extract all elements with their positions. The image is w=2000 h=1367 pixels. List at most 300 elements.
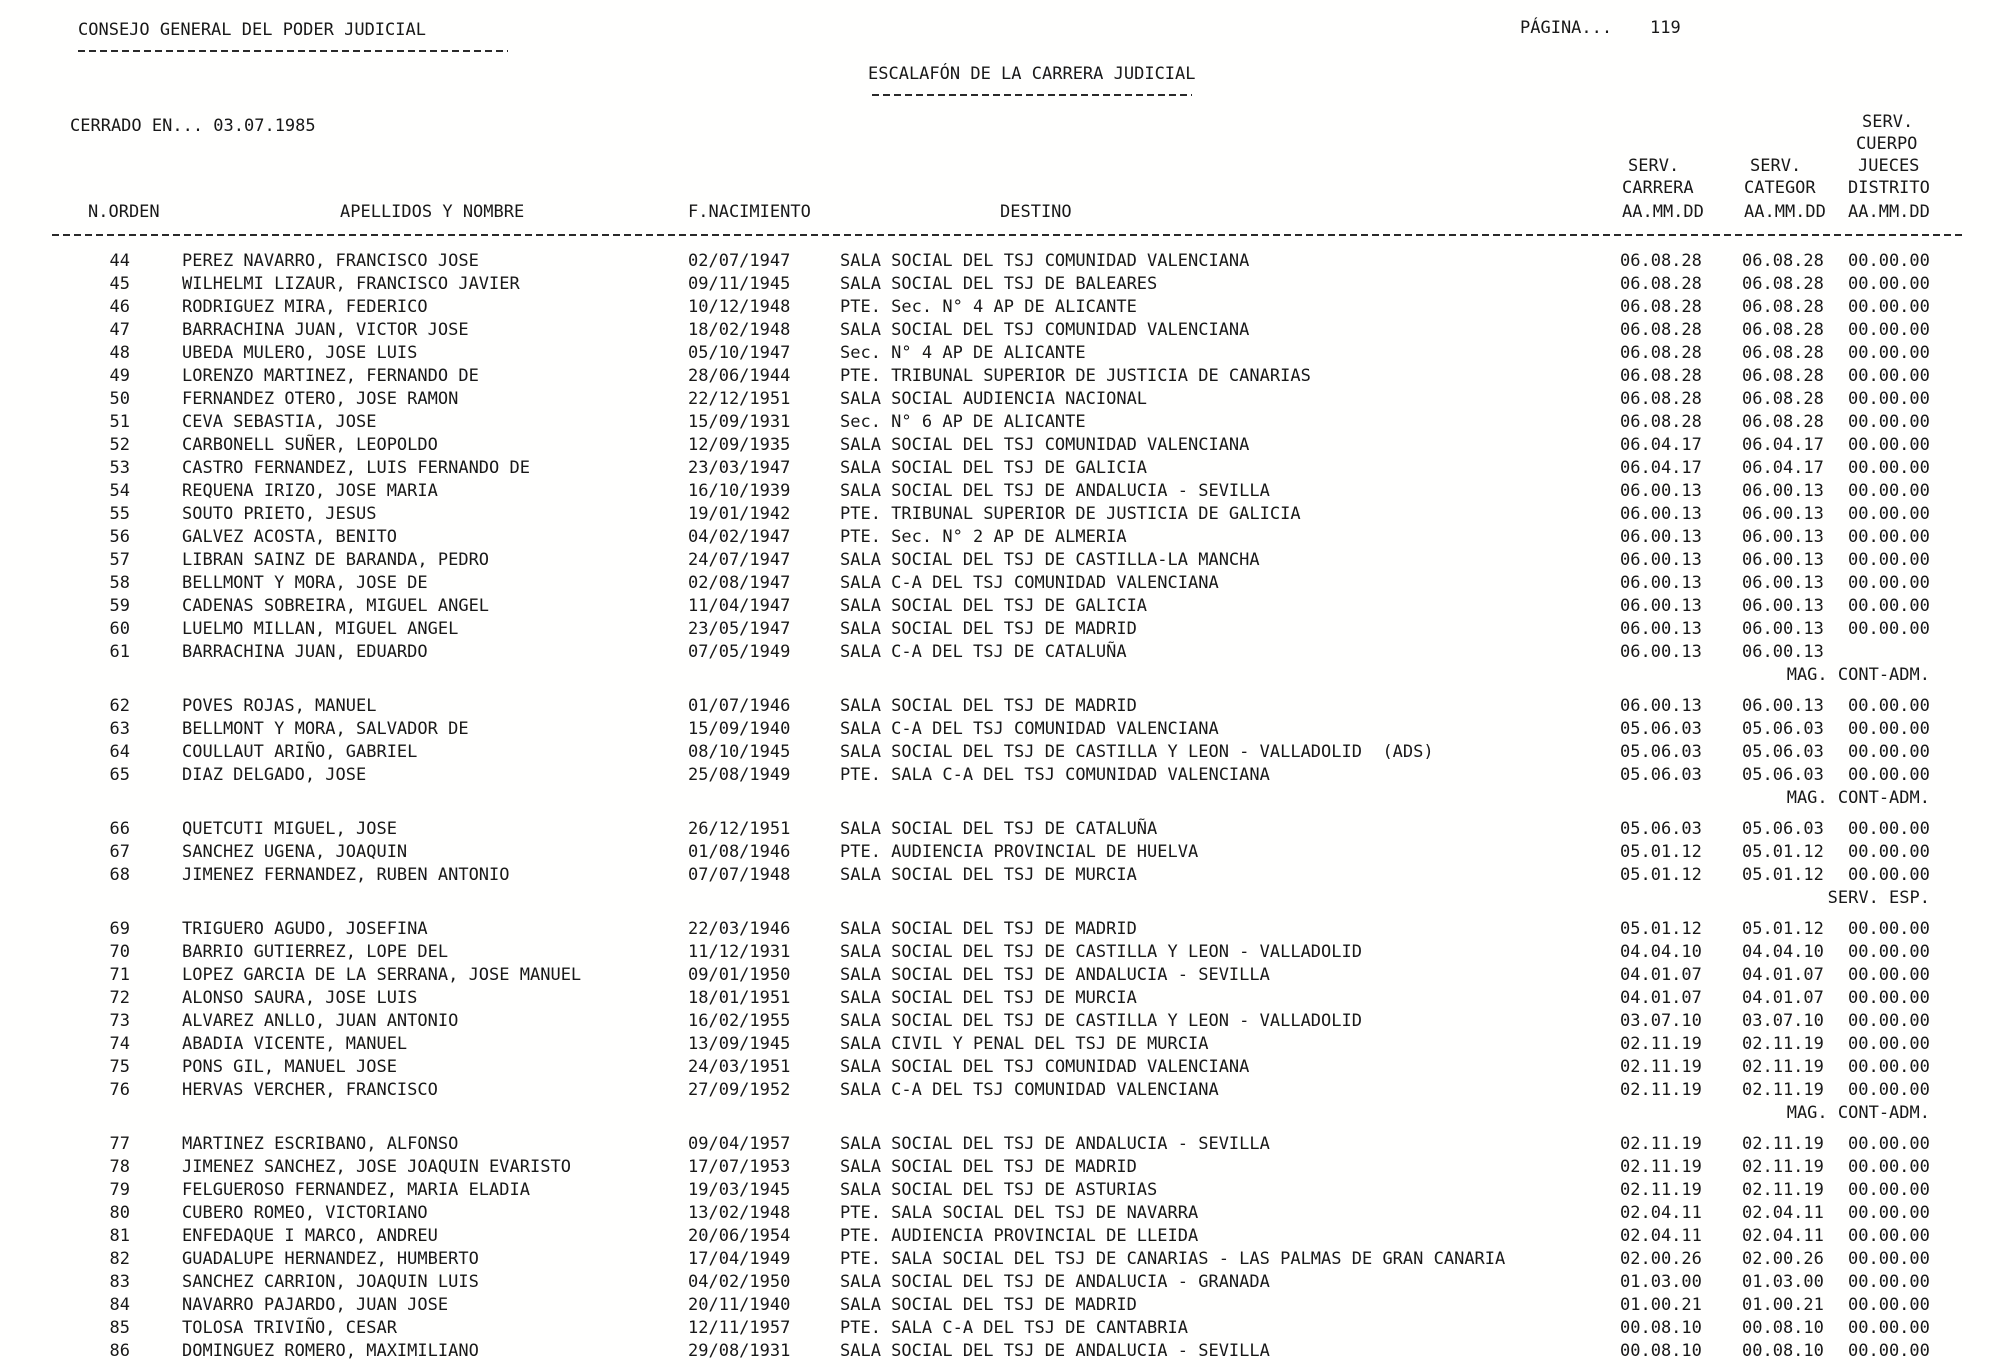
row-serv-categor: 06.00.13 [1742, 550, 1824, 570]
row-birthdate: 13/02/1948 [688, 1203, 791, 1223]
row-destination: SALA SOCIAL DEL TSJ DE MURCIA [840, 988, 1137, 1008]
table-row [0, 964, 2000, 987]
header-serv-carrera-l2: CARRERA [1622, 178, 1694, 198]
row-birthdate: 24/03/1951 [688, 1057, 791, 1077]
doc-title: ESCALAFÓN DE LA CARRERA JUDICIAL [868, 64, 1196, 84]
row-destination: PTE. SALA C-A DEL TSJ DE CANTABRIA [840, 1318, 1188, 1338]
row-note-line [0, 787, 2000, 810]
row-name: BELLMONT Y MORA, SALVADOR DE [182, 719, 469, 739]
row-serv-carrera: 06.00.13 [1620, 696, 1702, 716]
row-serv-carrera: 06.00.13 [1620, 527, 1702, 547]
row-serv-categor: 06.08.28 [1742, 412, 1824, 432]
row-destination: PTE. SALA SOCIAL DEL TSJ DE CANARIAS - LAS PALMAS DE GRAN CANARIA [840, 1249, 1506, 1269]
row-serv-categor: 03.07.10 [1742, 1011, 1824, 1031]
header-serv-cuerpo-l4: DISTRITO [1848, 178, 1930, 198]
page-number: 119 [1650, 18, 1681, 38]
row-order: 69 [109, 919, 130, 939]
row-birthdate: 19/03/1945 [688, 1180, 791, 1200]
row-destination: PTE. AUDIENCIA PROVINCIAL DE HUELVA [840, 842, 1199, 862]
row-serv-cuerpo: 00.00.00 [1848, 389, 1930, 409]
row-serv-categor: 05.01.12 [1742, 919, 1824, 939]
row-serv-categor: 02.11.19 [1742, 1057, 1824, 1077]
row-destination: SALA SOCIAL DEL TSJ DE MADRID [840, 1157, 1137, 1177]
header-serv-cuerpo-l2: CUERPO [1856, 134, 1918, 154]
row-name: COULLAUT ARIÑO, GABRIEL [182, 742, 418, 762]
row-serv-categor: 06.00.13 [1742, 527, 1824, 547]
row-destination: SALA SOCIAL DEL TSJ COMUNIDAD VALENCIANA [840, 251, 1250, 271]
row-order: 64 [109, 742, 130, 762]
row-serv-categor: 06.08.28 [1742, 389, 1824, 409]
row-serv-carrera: 04.04.10 [1620, 942, 1702, 962]
row-serv-carrera: 05.01.12 [1620, 919, 1702, 939]
row-destination: PTE. AUDIENCIA PROVINCIAL DE LLEIDA [840, 1226, 1199, 1246]
row-note-line [0, 664, 2000, 687]
row-birthdate: 26/12/1951 [688, 819, 791, 839]
row-order: 72 [109, 988, 130, 1008]
row-serv-cuerpo: 00.00.00 [1848, 1272, 1930, 1292]
row-serv-carrera: 02.11.19 [1620, 1034, 1702, 1054]
row-destination: SALA SOCIAL DEL TSJ DE ANDALUCIA - SEVILLA [840, 1341, 1270, 1361]
table-row [0, 1225, 2000, 1248]
table-row [0, 841, 2000, 864]
row-name: LOPEZ GARCIA DE LA SERRANA, JOSE MANUEL [182, 965, 582, 985]
row-destination: PTE. Sec. N° 2 AP DE ALMERIA [840, 527, 1127, 547]
table-row [0, 365, 2000, 388]
row-name: BARRACHINA JUAN, VICTOR JOSE [182, 320, 469, 340]
row-serv-categor: 02.11.19 [1742, 1080, 1824, 1100]
row-note-line [0, 887, 2000, 910]
row-name: ABADIA VICENTE, MANUEL [182, 1034, 408, 1054]
header-serv-categor-l3: AA.MM.DD [1744, 202, 1826, 222]
row-serv-cuerpo: 00.00.00 [1848, 550, 1930, 570]
table-row [0, 764, 2000, 787]
row-birthdate: 09/01/1950 [688, 965, 791, 985]
row-name: PEREZ NAVARRO, FRANCISCO JOSE [182, 251, 479, 271]
row-serv-categor: 06.00.13 [1742, 596, 1824, 616]
row-birthdate: 09/04/1957 [688, 1134, 791, 1154]
row-name: DOMINGUEZ ROMERO, MAXIMILIANO [182, 1341, 479, 1361]
row-destination: SALA SOCIAL DEL TSJ COMUNIDAD VALENCIANA [840, 320, 1250, 340]
table-row [0, 1156, 2000, 1179]
row-serv-carrera: 06.08.28 [1620, 320, 1702, 340]
row-destination: SALA SOCIAL DEL TSJ DE CATALUÑA [840, 819, 1158, 839]
row-birthdate: 07/07/1948 [688, 865, 791, 885]
row-serv-cuerpo: 00.00.00 [1848, 596, 1930, 616]
row-serv-cuerpo: 00.00.00 [1848, 1318, 1930, 1338]
row-serv-cuerpo: 00.00.00 [1848, 251, 1930, 271]
row-note-line [0, 1102, 2000, 1125]
row-serv-carrera: 06.08.28 [1620, 343, 1702, 363]
row-name: BELLMONT Y MORA, JOSE DE [182, 573, 428, 593]
row-birthdate: 20/11/1940 [688, 1295, 791, 1315]
table-row [0, 572, 2000, 595]
row-serv-categor: 05.06.03 [1742, 819, 1824, 839]
table-row [0, 503, 2000, 526]
row-name: CEVA SEBASTIA, JOSE [182, 412, 377, 432]
row-serv-cuerpo: 00.00.00 [1848, 1157, 1930, 1177]
row-destination: Sec. N° 6 AP DE ALICANTE [840, 412, 1086, 432]
row-serv-cuerpo: 00.00.00 [1848, 1057, 1930, 1077]
row-order: 61 [109, 642, 130, 662]
table-row [0, 480, 2000, 503]
row-order: 70 [109, 942, 130, 962]
row-serv-carrera: 06.08.28 [1620, 366, 1702, 386]
row-birthdate: 15/09/1940 [688, 719, 791, 739]
row-note: MAG. CONT-ADM. [1786, 1103, 1930, 1123]
row-birthdate: 15/09/1931 [688, 412, 791, 432]
row-serv-carrera: 06.00.13 [1620, 642, 1702, 662]
row-destination: SALA SOCIAL DEL TSJ DE CASTILLA Y LEON - VALLADOLID [840, 942, 1362, 962]
row-serv-carrera: 06.00.13 [1620, 481, 1702, 501]
header-birthdate: F.NACIMIENTO [688, 202, 811, 222]
row-serv-cuerpo: 00.00.00 [1848, 865, 1930, 885]
row-order: 80 [109, 1203, 130, 1223]
row-name: REQUENA IRIZO, JOSE MARIA [182, 481, 438, 501]
row-serv-categor: 01.03.00 [1742, 1272, 1824, 1292]
table-row [0, 1271, 2000, 1294]
table-row [0, 1248, 2000, 1271]
row-serv-carrera: 01.00.21 [1620, 1295, 1702, 1315]
table-row [0, 864, 2000, 887]
table-row [0, 1033, 2000, 1056]
page-label: PÁGINA... [1520, 18, 1613, 38]
row-serv-carrera: 06.08.28 [1620, 274, 1702, 294]
row-serv-categor: 06.00.13 [1742, 642, 1824, 662]
row-serv-cuerpo: 00.00.00 [1848, 765, 1930, 785]
row-serv-cuerpo: 00.00.00 [1848, 274, 1930, 294]
row-name: RODRIGUEZ MIRA, FEDERICO [182, 297, 428, 317]
table-row [0, 818, 2000, 841]
row-serv-carrera: 06.04.17 [1620, 435, 1702, 455]
row-order: 74 [109, 1034, 130, 1054]
row-serv-cuerpo: 00.00.00 [1848, 696, 1930, 716]
row-order: 66 [109, 819, 130, 839]
row-order: 47 [109, 320, 130, 340]
row-birthdate: 13/09/1945 [688, 1034, 791, 1054]
header-destination: DESTINO [1000, 202, 1072, 222]
row-serv-cuerpo: 00.00.00 [1848, 1226, 1930, 1246]
row-birthdate: 16/02/1955 [688, 1011, 791, 1031]
row-order: 46 [109, 297, 130, 317]
row-name: ENFEDAQUE I MARCO, ANDREU [182, 1226, 438, 1246]
row-birthdate: 01/07/1946 [688, 696, 791, 716]
row-birthdate: 18/01/1951 [688, 988, 791, 1008]
header-serv-categor-l2: CATEGOR [1744, 178, 1816, 198]
table-row [0, 1294, 2000, 1317]
row-serv-carrera: 06.08.28 [1620, 297, 1702, 317]
row-serv-cuerpo: 00.00.00 [1848, 481, 1930, 501]
row-serv-cuerpo: 00.00.00 [1848, 942, 1930, 962]
row-destination: PTE. SALA C-A DEL TSJ COMUNIDAD VALENCIANA [840, 765, 1270, 785]
row-order: 49 [109, 366, 130, 386]
row-birthdate: 28/06/1944 [688, 366, 791, 386]
row-destination: SALA SOCIAL DEL TSJ COMUNIDAD VALENCIANA [840, 435, 1250, 455]
row-serv-carrera: 02.11.19 [1620, 1057, 1702, 1077]
table-row [0, 342, 2000, 365]
row-name: JIMENEZ SANCHEZ, JOSE JOAQUIN EVARISTO [182, 1157, 571, 1177]
row-note: SERV. ESP. [1827, 888, 1930, 908]
row-serv-carrera: 06.00.13 [1620, 550, 1702, 570]
row-birthdate: 19/01/1942 [688, 504, 791, 524]
row-serv-carrera: 05.06.03 [1620, 765, 1702, 785]
row-serv-categor: 00.08.10 [1742, 1318, 1824, 1338]
row-order: 60 [109, 619, 130, 639]
row-destination: SALA SOCIAL DEL TSJ DE BALEARES [840, 274, 1158, 294]
row-birthdate: 12/09/1935 [688, 435, 791, 455]
row-order: 85 [109, 1318, 130, 1338]
row-serv-categor: 04.04.10 [1742, 942, 1824, 962]
row-serv-cuerpo: 00.00.00 [1848, 1295, 1930, 1315]
row-destination: SALA C-A DEL TSJ COMUNIDAD VALENCIANA [840, 573, 1219, 593]
row-birthdate: 22/12/1951 [688, 389, 791, 409]
row-serv-categor: 06.08.28 [1742, 366, 1824, 386]
row-order: 73 [109, 1011, 130, 1031]
row-destination: SALA SOCIAL DEL TSJ DE ANDALUCIA - SEVILLA [840, 965, 1270, 985]
row-serv-cuerpo: 00.00.00 [1848, 573, 1930, 593]
row-destination: SALA SOCIAL DEL TSJ DE CASTILLA Y LEON - VALLADOLID [840, 1011, 1362, 1031]
row-name: PONS GIL, MANUEL JOSE [182, 1057, 397, 1077]
row-order: 63 [109, 719, 130, 739]
table-row [0, 526, 2000, 549]
row-serv-carrera: 02.04.11 [1620, 1203, 1702, 1223]
row-name: GUADALUPE HERNANDEZ, HUMBERTO [182, 1249, 479, 1269]
row-name: MARTINEZ ESCRIBANO, ALFONSO [182, 1134, 459, 1154]
row-order: 48 [109, 343, 130, 363]
row-destination: SALA C-A DEL TSJ COMUNIDAD VALENCIANA [840, 719, 1219, 739]
row-name: HERVAS VERCHER, FRANCISCO [182, 1080, 438, 1100]
row-destination: SALA SOCIAL DEL TSJ DE MADRID [840, 619, 1137, 639]
row-serv-cuerpo: 00.00.00 [1848, 988, 1930, 1008]
row-serv-categor: 06.08.28 [1742, 320, 1824, 340]
row-birthdate: 08/10/1945 [688, 742, 791, 762]
closed-on-date: CERRADO EN... 03.07.1985 [70, 116, 316, 136]
row-order: 51 [109, 412, 130, 432]
row-name: POVES ROJAS, MANUEL [182, 696, 377, 716]
table-row [0, 296, 2000, 319]
row-destination: Sec. N° 4 AP DE ALICANTE [840, 343, 1086, 363]
row-serv-categor: 06.00.13 [1742, 619, 1824, 639]
row-name: GALVEZ ACOSTA, BENITO [182, 527, 397, 547]
row-order: 84 [109, 1295, 130, 1315]
row-order: 86 [109, 1341, 130, 1361]
row-serv-cuerpo: 00.00.00 [1848, 435, 1930, 455]
table-row [0, 1056, 2000, 1079]
row-birthdate: 23/03/1947 [688, 458, 791, 478]
row-birthdate: 17/07/1953 [688, 1157, 791, 1177]
table-row [0, 641, 2000, 664]
row-serv-cuerpo: 00.00.00 [1848, 1341, 1930, 1361]
row-serv-categor: 06.04.17 [1742, 458, 1824, 478]
row-serv-categor: 02.11.19 [1742, 1134, 1824, 1154]
row-order: 71 [109, 965, 130, 985]
row-birthdate: 01/08/1946 [688, 842, 791, 862]
row-serv-cuerpo: 00.00.00 [1848, 842, 1930, 862]
row-serv-categor: 06.08.28 [1742, 274, 1824, 294]
row-name: LIBRAN SAINZ DE BARANDA, PEDRO [182, 550, 490, 570]
header-serv-cuerpo-l5: AA.MM.DD [1848, 202, 1930, 222]
row-order: 67 [109, 842, 130, 862]
row-serv-categor: 01.00.21 [1742, 1295, 1824, 1315]
row-order: 56 [109, 527, 130, 547]
row-name: ALONSO SAURA, JOSE LUIS [182, 988, 418, 1008]
row-serv-carrera: 02.04.11 [1620, 1226, 1702, 1246]
row-birthdate: 07/05/1949 [688, 642, 791, 662]
row-serv-categor: 06.00.13 [1742, 481, 1824, 501]
row-destination: SALA SOCIAL DEL TSJ DE ANDALUCIA - SEVILLA [840, 481, 1270, 501]
row-name: QUETCUTI MIGUEL, JOSE [182, 819, 397, 839]
row-destination: PTE. SALA SOCIAL DEL TSJ DE NAVARRA [840, 1203, 1199, 1223]
table-row [0, 918, 2000, 941]
row-note: MAG. CONT-ADM. [1786, 788, 1930, 808]
row-birthdate: 11/12/1931 [688, 942, 791, 962]
row-order: 65 [109, 765, 130, 785]
row-serv-cuerpo: 00.00.00 [1848, 1034, 1930, 1054]
row-order: 79 [109, 1180, 130, 1200]
row-birthdate: 16/10/1939 [688, 481, 791, 501]
row-serv-carrera: 06.00.13 [1620, 596, 1702, 616]
table-row [0, 987, 2000, 1010]
table-row [0, 457, 2000, 480]
row-name: FELGUEROSO FERNANDEZ, MARIA ELADIA [182, 1180, 530, 1200]
row-serv-carrera: 06.08.28 [1620, 412, 1702, 432]
row-name: NAVARRO PAJARDO, JUAN JOSE [182, 1295, 449, 1315]
table-row [0, 1317, 2000, 1340]
row-name: ALVAREZ ANLLO, JUAN ANTONIO [182, 1011, 459, 1031]
row-serv-carrera: 05.01.12 [1620, 865, 1702, 885]
row-note: MAG. CONT-ADM. [1786, 665, 1930, 685]
row-serv-categor: 02.11.19 [1742, 1180, 1824, 1200]
row-serv-carrera: 00.08.10 [1620, 1341, 1702, 1361]
row-serv-categor: 02.11.19 [1742, 1157, 1824, 1177]
row-serv-carrera: 04.01.07 [1620, 988, 1702, 1008]
row-serv-carrera: 06.08.28 [1620, 389, 1702, 409]
table-row [0, 1010, 2000, 1033]
table-row [0, 618, 2000, 641]
row-serv-carrera: 06.04.17 [1620, 458, 1702, 478]
row-serv-categor: 05.06.03 [1742, 719, 1824, 739]
table-row [0, 319, 2000, 342]
table-row [0, 941, 2000, 964]
row-birthdate: 20/06/1954 [688, 1226, 791, 1246]
row-order: 45 [109, 274, 130, 294]
row-destination: SALA C-A DEL TSJ COMUNIDAD VALENCIANA [840, 1080, 1219, 1100]
row-serv-cuerpo: 00.00.00 [1848, 719, 1930, 739]
row-order: 68 [109, 865, 130, 885]
row-serv-categor: 00.08.10 [1742, 1341, 1824, 1361]
row-order: 83 [109, 1272, 130, 1292]
table-row [0, 695, 2000, 718]
row-serv-carrera: 02.11.19 [1620, 1080, 1702, 1100]
table-row [0, 718, 2000, 741]
row-name: UBEDA MULERO, JOSE LUIS [182, 343, 418, 363]
row-birthdate: 27/09/1952 [688, 1080, 791, 1100]
row-serv-categor: 02.00.26 [1742, 1249, 1824, 1269]
row-serv-carrera: 06.00.13 [1620, 504, 1702, 524]
row-destination: SALA SOCIAL DEL TSJ DE MADRID [840, 696, 1137, 716]
row-destination: SALA SOCIAL DEL TSJ DE MADRID [840, 1295, 1137, 1315]
row-destination: SALA SOCIAL DEL TSJ COMUNIDAD VALENCIANA [840, 1057, 1250, 1077]
row-order: 57 [109, 550, 130, 570]
row-serv-cuerpo: 00.00.00 [1848, 1203, 1930, 1223]
table-row [0, 595, 2000, 618]
row-birthdate: 02/08/1947 [688, 573, 791, 593]
row-name: DIAZ DELGADO, JOSE [182, 765, 367, 785]
row-order: 78 [109, 1157, 130, 1177]
table-row [0, 1079, 2000, 1102]
row-destination: SALA C-A DEL TSJ DE CATALUÑA [840, 642, 1127, 662]
row-serv-categor: 06.08.28 [1742, 297, 1824, 317]
table-row [0, 434, 2000, 457]
row-birthdate: 02/07/1947 [688, 251, 791, 271]
table-row [0, 1340, 2000, 1363]
row-serv-categor: 05.01.12 [1742, 842, 1824, 862]
row-order: 53 [109, 458, 130, 478]
row-name: WILHELMI LIZAUR, FRANCISCO JAVIER [182, 274, 520, 294]
row-serv-cuerpo: 00.00.00 [1848, 366, 1930, 386]
row-serv-carrera: 02.11.19 [1620, 1157, 1702, 1177]
row-serv-categor: 06.08.28 [1742, 251, 1824, 271]
row-serv-categor: 04.01.07 [1742, 965, 1824, 985]
row-birthdate: 18/02/1948 [688, 320, 791, 340]
row-serv-carrera: 05.06.03 [1620, 719, 1702, 739]
row-serv-categor: 02.11.19 [1742, 1034, 1824, 1054]
row-order: 77 [109, 1134, 130, 1154]
row-destination: SALA SOCIAL DEL TSJ DE MURCIA [840, 865, 1137, 885]
row-serv-carrera: 02.00.26 [1620, 1249, 1702, 1269]
row-destination: PTE. TRIBUNAL SUPERIOR DE JUSTICIA DE CANARIAS [840, 366, 1311, 386]
table-row [0, 1133, 2000, 1156]
row-serv-cuerpo: 00.00.00 [1848, 965, 1930, 985]
row-birthdate: 23/05/1947 [688, 619, 791, 639]
row-serv-carrera: 06.00.13 [1620, 619, 1702, 639]
row-name: BARRIO GUTIERREZ, LOPE DEL [182, 942, 449, 962]
row-serv-cuerpo: 00.00.00 [1848, 1011, 1930, 1031]
row-name: SOUTO PRIETO, JESUS [182, 504, 377, 524]
row-order: 50 [109, 389, 130, 409]
table-row [0, 1179, 2000, 1202]
row-name: CADENAS SOBREIRA, MIGUEL ANGEL [182, 596, 490, 616]
row-serv-cuerpo: 00.00.00 [1848, 297, 1930, 317]
table-row [0, 388, 2000, 411]
row-order: 55 [109, 504, 130, 524]
table-row [0, 741, 2000, 764]
row-serv-carrera: 00.08.10 [1620, 1318, 1702, 1338]
table-row [0, 411, 2000, 434]
row-serv-cuerpo: 00.00.00 [1848, 1134, 1930, 1154]
row-destination: SALA SOCIAL AUDIENCIA NACIONAL [840, 389, 1148, 409]
row-serv-cuerpo: 00.00.00 [1848, 320, 1930, 340]
table-row [0, 273, 2000, 296]
row-order: 62 [109, 696, 130, 716]
row-serv-cuerpo: 00.00.00 [1848, 412, 1930, 432]
row-destination: SALA SOCIAL DEL TSJ DE MADRID [840, 919, 1137, 939]
row-order: 82 [109, 1249, 130, 1269]
row-name: CARBONELL SUÑER, LEOPOLDO [182, 435, 438, 455]
row-serv-cuerpo: 00.00.00 [1848, 619, 1930, 639]
row-birthdate: 04/02/1947 [688, 527, 791, 547]
row-destination: SALA CIVIL Y PENAL DEL TSJ DE MURCIA [840, 1034, 1209, 1054]
row-serv-categor: 05.06.03 [1742, 742, 1824, 762]
row-birthdate: 25/08/1949 [688, 765, 791, 785]
row-order: 81 [109, 1226, 130, 1246]
row-order: 52 [109, 435, 130, 455]
row-serv-cuerpo: 00.00.00 [1848, 919, 1930, 939]
row-destination: PTE. TRIBUNAL SUPERIOR DE JUSTICIA DE GALICIA [840, 504, 1301, 524]
row-order: 44 [109, 251, 130, 271]
row-birthdate: 10/12/1948 [688, 297, 791, 317]
row-serv-categor: 06.00.13 [1742, 504, 1824, 524]
org-title: CONSEJO GENERAL DEL PODER JUDICIAL [78, 20, 426, 40]
